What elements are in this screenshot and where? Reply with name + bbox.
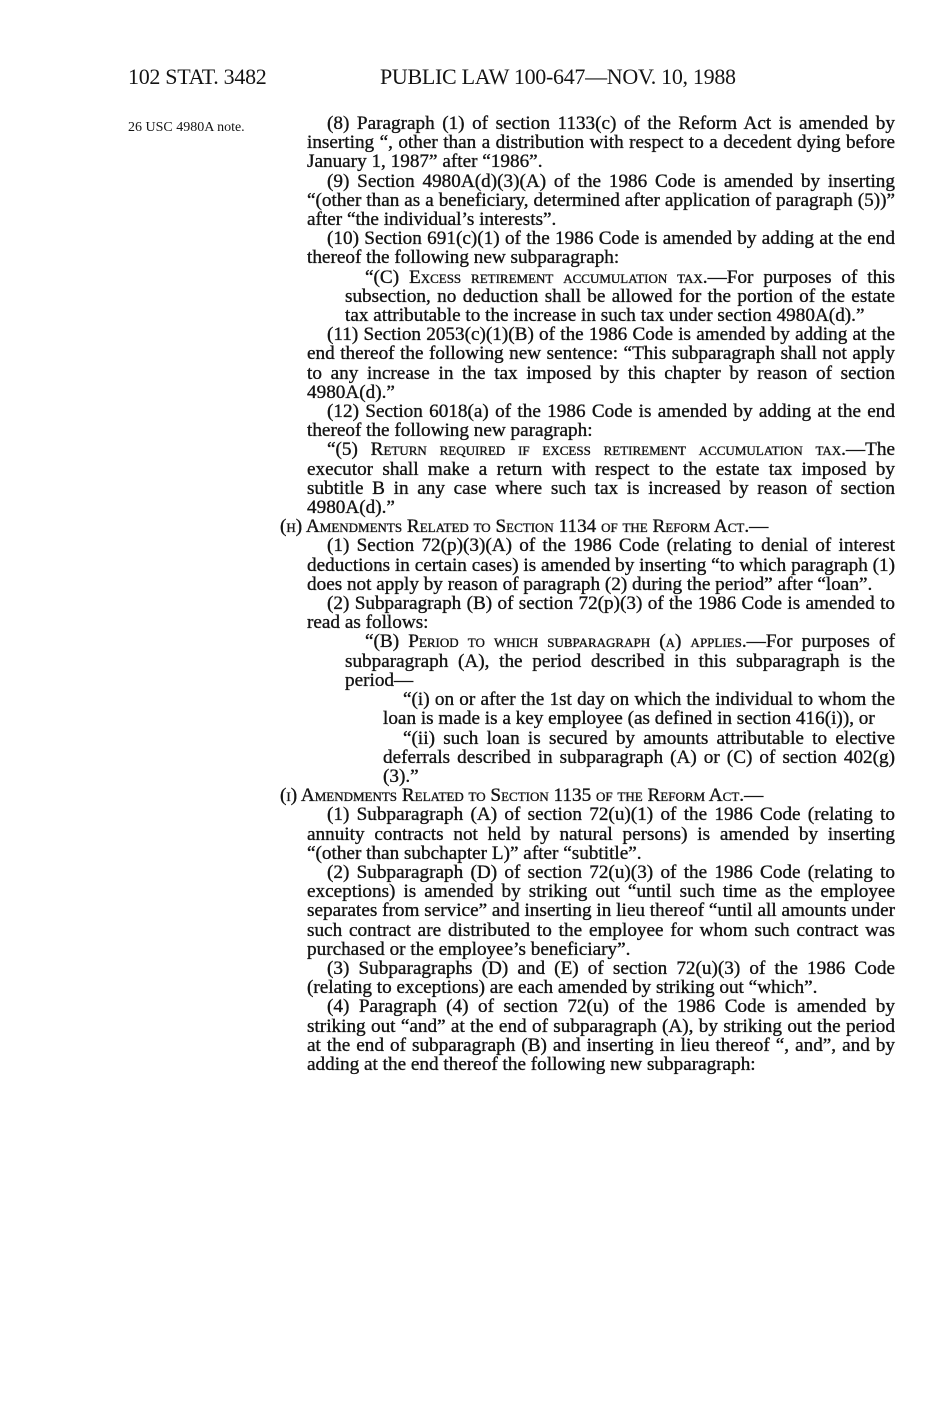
paragraph: [307, 114, 895, 172]
paragraph-heading: (i) Amendments Related to Section 1135 of the Reform Act.: [280, 785, 745, 807]
paragraph: [307, 402, 895, 440]
paragraph: [345, 268, 895, 326]
margin-note: 26 USC 4980A note.: [128, 120, 245, 135]
section-heading: [280, 517, 895, 536]
paragraph-text: —: [749, 516, 769, 538]
paragraph-text: (1) Subparagraph (A) of section 72(u)(1) of the 1986 Code (relating to annuity contracts not held by natural persons) is amended by inserting “(other than subchapter L)” after “subtitle”.: [307, 804, 895, 864]
paragraph-text: —: [744, 785, 764, 807]
paragraph-heading: “(5) Return required if excess retirement accumulation tax.: [327, 439, 846, 461]
paragraph-text: (11) Section 2053(c)(1)(B) of the 1986 Code is amended by adding at the end thereof the following new sentence: “This subparagraph shall not apply to any increase in the tax imposed by this chapter by reason of section 4980A(d).”: [307, 324, 895, 403]
paragraph: [307, 997, 895, 1074]
paragraph-text: “(i) on or after the 1st day on which the individual to whom the loan is made is a key employee (as defined in section 416(i)), or: [383, 689, 895, 730]
paragraph-text: (2) Subparagraph (B) of section 72(p)(3) of the 1986 Code is amended to read as follows:: [307, 593, 895, 634]
paragraph: [383, 690, 895, 728]
paragraph-text: (10) Section 691(c)(1) of the 1986 Code is amended by adding at the end thereof the following new subparagraph:: [307, 228, 895, 269]
paragraph-text: (9) Section 4980A(d)(3)(A) of the 1986 Code is amended by inserting “(other than as a beneficiary, determined after application of paragraph (5))” after “the individual’s interests”.: [307, 170, 895, 231]
paragraph-text: —For purposes of subparagraph (A), the period described in this subparagraph is the period—: [345, 631, 895, 691]
paragraph-heading: (h) Amendments Related to Section 1134 of the Reform Act.: [280, 516, 750, 538]
paragraph-text: (4) Paragraph (4) of section 72(u) of the 1986 Code is amended by striking out “and” at the end of subparagraph (A), by striking out the period at the end of subparagraph (B) and inserting in lieu thereof “, and”, and by adding at the end thereof the following new subparagraph:: [307, 996, 895, 1075]
running-title: PUBLIC LAW 100-647—NOV. 10, 1988: [380, 64, 736, 89]
paragraph-text: (8) Paragraph (1) of section 1133(c) of the Reform Act is amended by inserting “, other than a distribution with respect to a decedent dying before January 1, 1987” after “1986”.: [307, 113, 895, 173]
paragraph-heading: “(B) Period to which subparagraph (a) applies.: [365, 631, 747, 653]
paragraph: [307, 594, 895, 632]
paragraph: [307, 863, 895, 959]
paragraph-text: (1) Section 72(p)(3)(A) of the 1986 Code (relating to denial of interest deductions in certain cases) is amended by inserting “to which paragraph (1) does not apply by reason of paragraph (2) during the period” after “loan”.: [307, 535, 895, 595]
paragraph: [383, 729, 895, 787]
paragraph: [345, 632, 895, 690]
paragraph-text: (12) Section 6018(a) of the 1986 Code is amended by adding at the end thereof the following new paragraph:: [307, 401, 895, 442]
paragraph-text: “(ii) such loan is secured by amounts attributable to elective deferrals described in subparagraph (A) or (C) of section 402(g)(3).”: [383, 727, 895, 787]
document-body: [280, 113, 895, 1075]
paragraph-heading: “(C) Excess retirement accumulation tax.: [365, 266, 708, 288]
paragraph: [307, 440, 895, 517]
paragraph: [307, 536, 895, 594]
paragraph: [307, 172, 895, 230]
paragraph: [307, 325, 895, 402]
section-heading: [280, 786, 895, 805]
paragraph: [307, 959, 895, 997]
paragraph: [307, 229, 895, 267]
statute-page-number: 102 STAT. 3482: [128, 64, 267, 89]
paragraph: [307, 805, 895, 863]
paragraph-text: —For purposes of this subsection, no deduction shall be allowed for the portion of the estate tax attributable to the increase in such tax under section 4980A(d).”: [345, 266, 895, 327]
paragraph-text: (3) Subparagraphs (D) and (E) of section 72(u)(3) of the 1986 Code (relating to exceptions) are each amended by striking out “which”.: [307, 957, 895, 999]
paragraph-text: (2) Subparagraph (D) of section 72(u)(3) of the 1986 Code (relating to exceptions) is amended by striking out “until such time as the employee separates from service” and inserting in lieu thereof “until all amounts under such contract are distributed to the employee for whom such contract was purchased or the employee’s beneficiary”.: [307, 861, 895, 960]
paragraph-text: —The executor shall make a return with respect to the estate tax imposed by subtitle B in any case where such tax is increased by reason of section 4980A(d).”: [307, 439, 895, 519]
